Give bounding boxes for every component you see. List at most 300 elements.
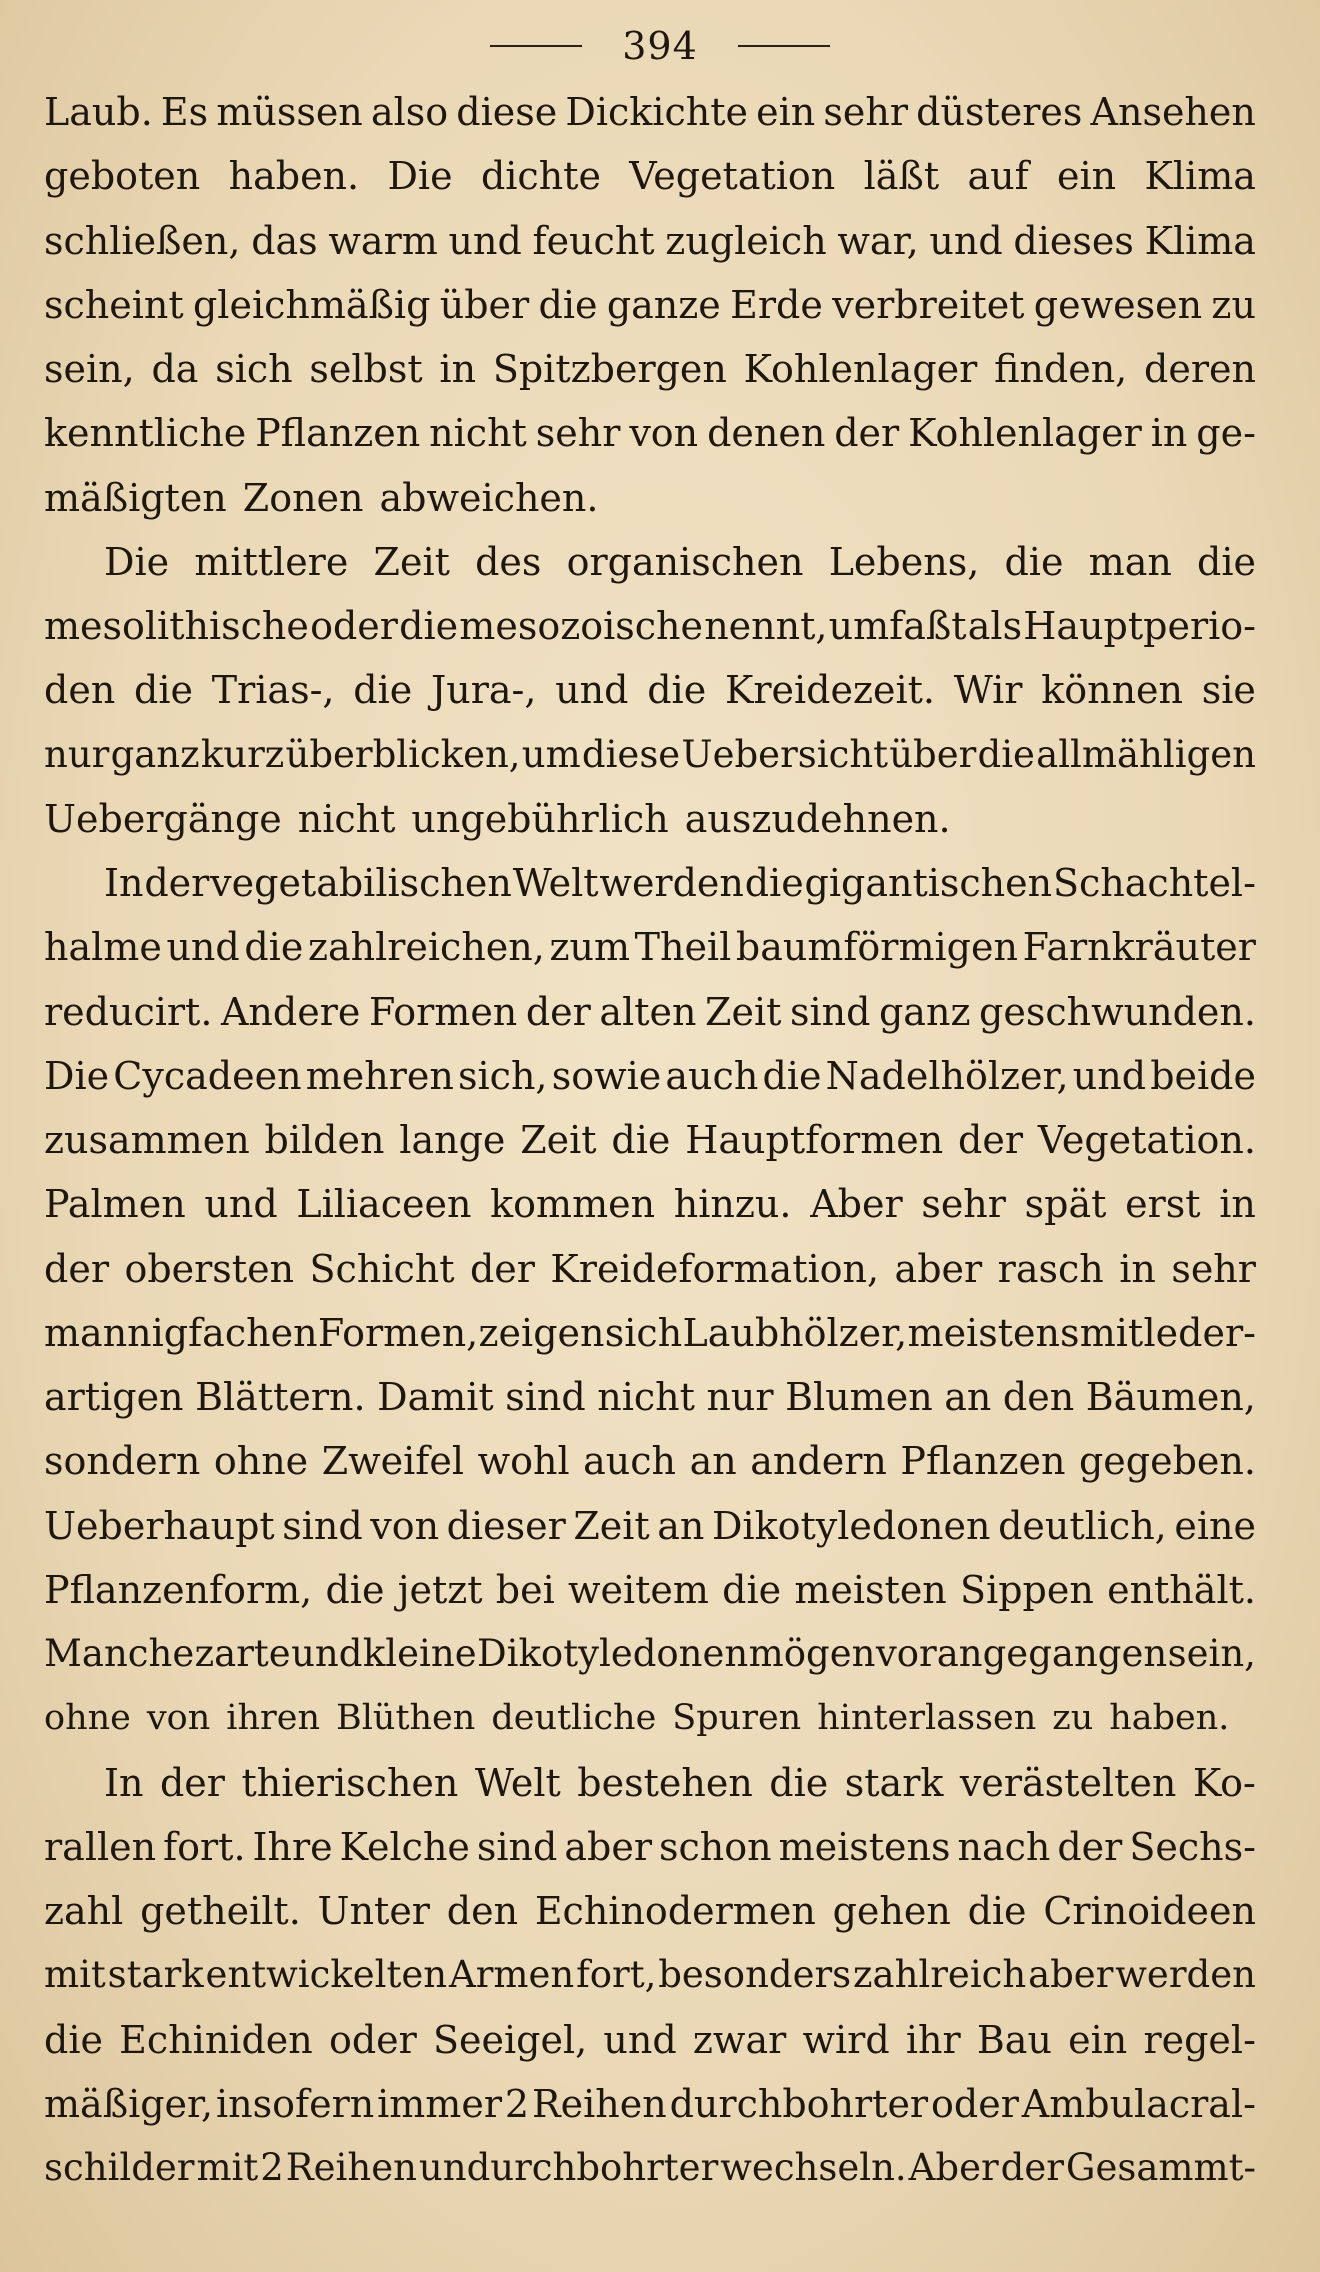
word: Vegetation — [629, 154, 836, 199]
word: spät — [1024, 1182, 1107, 1227]
text-line — [44, 1686, 1256, 1750]
word: 2 — [504, 2081, 530, 2126]
word: gegeben. — [1078, 1439, 1256, 1484]
word: ganz — [110, 732, 200, 776]
word: nicht — [297, 796, 396, 841]
word: Laubhölzer, — [682, 1310, 908, 1355]
word: sehr — [1171, 1246, 1256, 1291]
text-line — [44, 980, 1256, 1044]
word: jetzt — [397, 1567, 483, 1612]
word: Ansehen — [1090, 90, 1256, 134]
word: oder — [931, 2081, 1019, 2126]
word: Klima — [1144, 154, 1256, 199]
word: diese — [456, 90, 558, 134]
word: als — [967, 604, 1023, 648]
word: die — [244, 925, 304, 970]
word: dieser — [446, 1503, 566, 1548]
word: sein, — [1167, 1632, 1256, 1675]
text-line — [44, 80, 1256, 144]
word: thierischen — [241, 1760, 459, 1805]
word: aber — [1028, 1953, 1114, 1997]
word: haben. — [1109, 1698, 1230, 1739]
word: undurchbohrter — [418, 2146, 719, 2189]
word: deren — [1144, 347, 1256, 391]
word: Welt — [474, 1760, 561, 1805]
word: zarte — [194, 1632, 291, 1675]
word: ihr — [905, 2017, 961, 2062]
word: Blättern. — [195, 1375, 366, 1419]
word: Es — [160, 90, 209, 134]
word: Aber — [908, 2146, 999, 2189]
word: mögen — [748, 1632, 876, 1675]
word: und — [166, 925, 240, 970]
word: nur — [44, 732, 110, 776]
word: auszudehnen. — [684, 796, 951, 841]
word: Manche — [44, 1632, 195, 1675]
word: und — [929, 218, 1003, 263]
word: ganze — [606, 282, 721, 327]
word: sind — [789, 989, 871, 1034]
word: mit — [44, 1953, 106, 1997]
word: überblicken, — [285, 732, 521, 776]
word: die — [744, 861, 804, 905]
word: und — [1072, 1053, 1147, 1098]
word: des — [475, 539, 542, 584]
word: Nadelhölzer, — [825, 1053, 1069, 1098]
text-line — [44, 273, 1256, 337]
word: besonders — [658, 1953, 852, 1997]
word: insofern — [216, 2081, 375, 2126]
word: zwar — [692, 2017, 787, 2062]
word: Wir — [953, 668, 1023, 713]
word: oder — [310, 604, 398, 648]
word: bei — [495, 1567, 555, 1612]
word: mittlere — [194, 539, 349, 584]
word: wechseln. — [720, 2146, 907, 2189]
word: Blumen — [785, 1375, 933, 1419]
word: sehr — [823, 90, 909, 134]
text-line — [44, 466, 1256, 530]
word: der — [958, 1118, 1024, 1162]
word: erst — [1125, 1182, 1201, 1227]
word: schon — [658, 1824, 772, 1869]
word: kurz — [200, 732, 285, 776]
word: von — [146, 1698, 211, 1739]
word: regel- — [1143, 2017, 1256, 2062]
word: Spuren — [672, 1698, 802, 1739]
word: alten — [599, 989, 697, 1034]
word: ohne — [213, 1439, 309, 1484]
word: Ambulacral- — [1021, 2081, 1256, 2126]
word: meisten — [794, 1567, 947, 1612]
word: mäßigten — [44, 475, 227, 520]
word: selbst — [309, 347, 423, 391]
word: sehr — [921, 1182, 1006, 1227]
word: reducirt. — [44, 989, 213, 1034]
word: Vegetation. — [1037, 1118, 1256, 1162]
word: eine — [1174, 1503, 1256, 1548]
word: hinterlassen — [817, 1698, 1037, 1739]
word: Sippen — [960, 1567, 1094, 1612]
word: mesolithische — [44, 604, 309, 648]
word: und — [291, 1632, 363, 1675]
word: auf — [967, 154, 1029, 199]
word: ganz — [878, 989, 971, 1034]
word: Pflanzen — [900, 1439, 1066, 1484]
word: verbreitet — [832, 282, 1025, 327]
word: deutliche — [491, 1698, 657, 1739]
text-line — [44, 915, 1256, 979]
word: Kohlenlager — [908, 411, 1142, 456]
word: mäßiger, — [44, 2081, 214, 2126]
word: die — [325, 1567, 385, 1612]
word: aber — [564, 1824, 652, 1869]
word: Lebens, — [828, 539, 980, 584]
word: die — [134, 668, 194, 713]
word: nicht — [597, 1375, 695, 1419]
text-line — [44, 1044, 1256, 1108]
word: mit — [196, 2146, 259, 2189]
word: fort. — [163, 1824, 246, 1869]
word: 2 — [260, 2146, 284, 2189]
word: zu — [1211, 282, 1256, 327]
word: Zonen — [242, 475, 364, 520]
word: Sechs- — [1129, 1824, 1256, 1869]
page-number: 394 — [622, 24, 698, 68]
word: gehen — [832, 1889, 951, 1933]
text-line — [44, 658, 1256, 722]
text-line — [44, 1172, 1256, 1236]
word: denen — [707, 411, 826, 456]
word: Kelche — [339, 1824, 470, 1869]
word: von — [629, 411, 699, 456]
word: düsteres — [916, 90, 1083, 134]
word: zahl — [44, 1889, 124, 1933]
word: war, — [837, 218, 919, 263]
word: andern — [750, 1439, 887, 1484]
word: halme — [44, 925, 162, 970]
word: entwickelten — [205, 1953, 448, 1997]
text-line — [44, 1879, 1256, 1943]
word: der — [144, 861, 210, 905]
word: der — [1000, 2146, 1064, 2189]
header-rule-right — [738, 45, 830, 47]
word: Zeit — [573, 1503, 650, 1548]
word: zugleich — [665, 218, 827, 263]
text-line — [44, 2136, 1256, 2200]
word: Pflanzenform, — [44, 1567, 313, 1612]
word: geboten — [44, 154, 201, 199]
word: stark — [844, 1760, 944, 1805]
word: Gesammt- — [1065, 2146, 1256, 2189]
word: zu — [1052, 1698, 1094, 1739]
page-header — [0, 18, 1320, 74]
text-line — [44, 1558, 1256, 1622]
word: die — [1197, 539, 1256, 584]
word: umfaßt — [828, 604, 967, 648]
word: scheint — [44, 282, 184, 327]
word: verästelten — [959, 1760, 1177, 1805]
word: sind — [476, 1824, 558, 1869]
word: und — [555, 668, 629, 713]
word: zahlreich — [853, 1953, 1027, 1997]
word: Seeigel, — [433, 2017, 588, 2062]
word: können — [1041, 668, 1184, 713]
word: Spitzbergen — [492, 347, 727, 391]
text-line — [44, 1494, 1256, 1558]
word: bilden — [264, 1118, 385, 1162]
word: die — [647, 668, 707, 713]
word: deutlich, — [998, 1503, 1167, 1548]
text-line — [44, 209, 1256, 273]
word: und — [448, 218, 522, 263]
word: Hauptperio- — [1023, 604, 1256, 648]
word: Armen — [448, 1953, 575, 1997]
word: den — [44, 668, 116, 713]
text-line — [44, 1751, 1256, 1815]
word: vorangegangen — [875, 1632, 1168, 1675]
word: meistens — [778, 1824, 951, 1869]
word: Zweifel — [321, 1439, 465, 1484]
word: organischen — [566, 539, 804, 584]
word: dichte — [480, 154, 601, 199]
word: immer — [377, 2081, 502, 2126]
word: fort, — [576, 1953, 657, 1997]
word: in — [1219, 1182, 1256, 1227]
word: oder — [328, 2017, 417, 2062]
word: der — [44, 1246, 109, 1291]
word: Crinoideen — [1043, 1889, 1256, 1933]
word: hinzu. — [673, 1182, 792, 1227]
text-line — [44, 144, 1256, 208]
word: der — [469, 1246, 535, 1291]
word: beide — [1150, 1053, 1256, 1098]
word: ein — [1057, 154, 1117, 199]
word: schließen, — [44, 218, 241, 263]
word: durchbohrter — [669, 2081, 929, 2126]
word: nicht — [429, 411, 527, 456]
word: kommen — [490, 1182, 656, 1227]
text-line — [44, 1429, 1256, 1493]
word: gleichmäßig — [192, 282, 431, 327]
word: Liliaceen — [296, 1182, 472, 1227]
word: diese — [581, 732, 681, 776]
word: ge- — [1196, 411, 1256, 456]
text-line — [44, 1108, 1256, 1172]
word: nur — [706, 1375, 774, 1419]
word: Welt — [512, 861, 599, 905]
word: mannigfachen — [44, 1310, 318, 1355]
text-line — [44, 851, 1256, 915]
header-rule-left — [490, 45, 582, 47]
word: ungebührlich — [411, 796, 669, 841]
word: meistens — [907, 1310, 1080, 1355]
word: Schicht — [309, 1246, 455, 1291]
word: an — [944, 1375, 992, 1419]
word: Dickichte — [565, 90, 748, 134]
word: Uebersicht — [681, 732, 889, 776]
word: Andere — [220, 989, 361, 1034]
word: Ueberhaupt — [44, 1503, 275, 1548]
word: Reihen — [285, 2146, 417, 2189]
text-line — [44, 1943, 1256, 2007]
word: den — [446, 1889, 519, 1933]
word: sehr — [535, 411, 621, 456]
word: mesozoische — [459, 604, 703, 648]
word: Laub. — [44, 90, 153, 134]
word: wird — [802, 2017, 890, 2062]
word: läßt — [863, 154, 940, 199]
word: wohl — [477, 1439, 570, 1484]
word: rasch — [997, 1246, 1104, 1291]
text-line — [44, 530, 1256, 594]
text-line — [44, 1237, 1256, 1301]
word: der — [159, 1760, 225, 1805]
word: sind — [282, 1503, 363, 1548]
word: kenntliche — [44, 411, 247, 456]
word: über — [439, 282, 530, 327]
word: rallen — [44, 1824, 157, 1869]
word: Bau — [976, 2017, 1052, 2062]
word: Kreideformation, — [550, 1246, 880, 1291]
word: zahlreichen, — [307, 925, 545, 970]
word: und — [204, 1182, 278, 1227]
word: Aber — [810, 1182, 903, 1227]
word: Cycadeen — [113, 1053, 302, 1098]
word: die — [967, 1889, 1027, 1933]
word: aber — [894, 1246, 983, 1291]
word: Dikotyledonen — [477, 1632, 749, 1675]
word: Echinodermen — [534, 1889, 816, 1933]
word: Ko- — [1192, 1760, 1256, 1805]
word: sein, — [44, 347, 135, 391]
word: weitem — [567, 1567, 709, 1612]
word: zeigen — [478, 1310, 605, 1355]
word: in — [1119, 1246, 1156, 1291]
word: Zeit — [373, 539, 450, 584]
word: mit — [1079, 1310, 1144, 1355]
word: Trias-, — [211, 668, 335, 713]
word: sich, — [458, 1053, 548, 1098]
word: Blüthen — [336, 1698, 476, 1739]
word: nennt, — [704, 604, 828, 648]
word: leder- — [1143, 1310, 1256, 1355]
word: ihren — [226, 1698, 320, 1739]
word: schilder — [44, 2146, 195, 2189]
word: Schachtel- — [1052, 861, 1256, 905]
text-line — [44, 401, 1256, 465]
word: Damit — [377, 1375, 494, 1419]
word: in — [439, 347, 477, 391]
text-line — [44, 1815, 1256, 1879]
word: an — [657, 1503, 705, 1548]
word: warm — [328, 218, 438, 263]
word: Palmen — [44, 1182, 186, 1227]
word: vegetabilischen — [210, 861, 512, 905]
word: Dikotyledonen — [711, 1503, 991, 1548]
word: müssen — [216, 90, 363, 134]
word: Uebergänge — [44, 796, 282, 841]
word: ohne — [44, 1698, 131, 1739]
body-text — [44, 80, 1256, 2200]
word: an — [689, 1439, 737, 1484]
word: also — [370, 90, 449, 134]
word: man — [1088, 539, 1172, 584]
text-line — [44, 1301, 1256, 1365]
word: Formen, — [317, 1310, 479, 1355]
word: Klima — [1144, 218, 1256, 263]
word: kleine — [362, 1632, 477, 1675]
word: die — [399, 604, 459, 648]
word: über — [889, 732, 977, 776]
word: Hauptformen — [685, 1118, 944, 1162]
word: Die — [104, 539, 170, 584]
word: Die — [44, 1053, 110, 1098]
word: sie — [1201, 668, 1256, 713]
word: ein — [1068, 2017, 1128, 2062]
word: haben. — [228, 154, 360, 199]
word: die — [1004, 539, 1064, 584]
word: Erde — [730, 282, 823, 327]
word: in — [1150, 411, 1188, 456]
word: Bäumen, — [1085, 1375, 1256, 1419]
word: abweichen. — [379, 475, 599, 520]
text-line — [44, 337, 1256, 401]
word: sondern — [44, 1439, 201, 1484]
word: Farnkräuter — [1022, 925, 1256, 970]
word: sind — [505, 1375, 586, 1419]
word: Pflanzen — [255, 411, 421, 456]
word: zusammen — [44, 1118, 250, 1162]
word: Formen — [368, 989, 518, 1034]
word: und — [603, 2017, 677, 2062]
word: allmähligen — [1036, 732, 1256, 776]
word: Theil — [634, 925, 732, 970]
word: dieses — [1013, 218, 1134, 263]
word: der — [525, 989, 591, 1034]
word: die — [611, 1118, 671, 1162]
word: die — [769, 1760, 829, 1805]
word: In — [104, 1760, 144, 1805]
word: auch — [583, 1439, 677, 1484]
word: enthält. — [1107, 1567, 1256, 1612]
word: baumförmigen — [735, 925, 1018, 970]
word: Unter — [317, 1889, 430, 1933]
word: das — [251, 218, 318, 263]
word: Jura-, — [430, 668, 537, 713]
word: Kreidezeit. — [724, 668, 935, 713]
word: mehren — [305, 1053, 454, 1098]
word: stark — [107, 1953, 204, 1997]
word: finden, — [994, 347, 1128, 391]
word: der — [834, 411, 900, 456]
word: zum — [549, 925, 630, 970]
text-line — [44, 787, 1256, 851]
word: der — [1057, 1824, 1123, 1869]
word: sich — [604, 1310, 683, 1355]
word: Ihre — [252, 1824, 333, 1869]
word: gigantischen — [804, 861, 1053, 905]
word: um — [521, 732, 581, 776]
word: Reihen — [532, 2081, 667, 2126]
word: die — [538, 282, 598, 327]
word: bestehen — [577, 1760, 753, 1805]
word: sowie — [551, 1053, 662, 1098]
text-line — [44, 1365, 1256, 1429]
word: den — [1002, 1375, 1075, 1419]
word: die — [977, 732, 1035, 776]
word: Zeit — [705, 989, 782, 1034]
